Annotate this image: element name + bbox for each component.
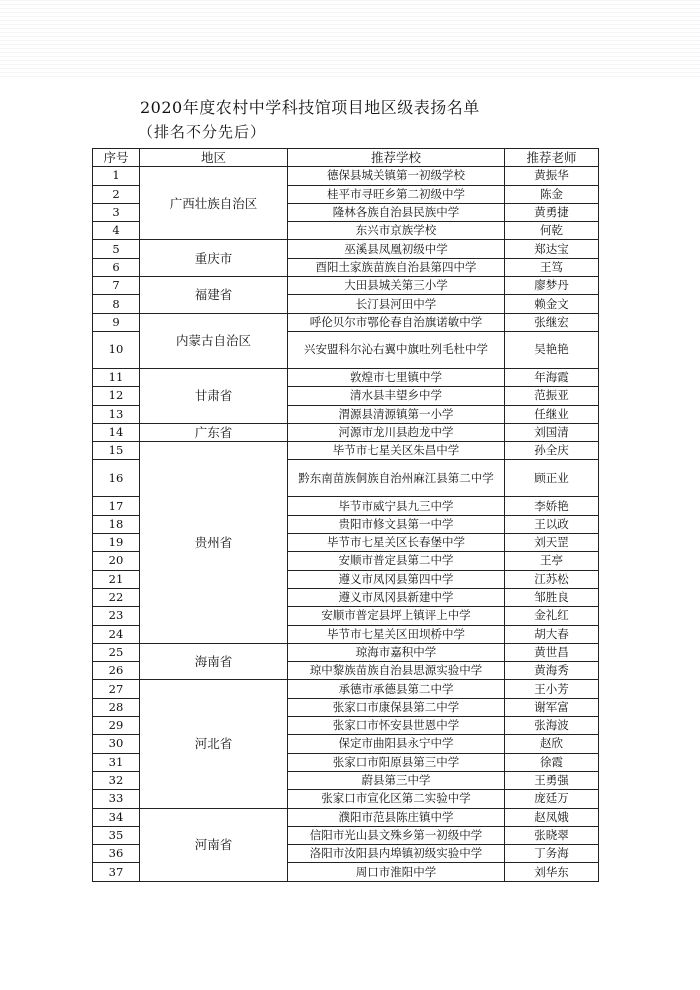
cell-no: 6 <box>93 258 140 276</box>
cell-no: 21 <box>93 570 140 588</box>
cell-no: 36 <box>93 845 140 863</box>
cell-teacher: 陈金 <box>505 185 599 203</box>
cell-no: 7 <box>93 277 140 295</box>
cell-school: 隆林各族自治县民族中学 <box>288 203 505 221</box>
cell-no: 15 <box>93 442 140 460</box>
cell-school: 遵义市凤冈县新建中学 <box>288 588 505 606</box>
cell-teacher: 王笃 <box>505 258 599 276</box>
cell-region: 贵州省 <box>140 442 288 644</box>
cell-school: 洛阳市汝阳县内埠镇初级实验中学 <box>288 845 505 863</box>
cell-no: 14 <box>93 423 140 441</box>
table-row <box>93 240 599 258</box>
cell-school: 遵义市凤冈县第四中学 <box>288 570 505 588</box>
cell-region: 海南省 <box>140 643 288 680</box>
cell-no: 32 <box>93 771 140 789</box>
cell-teacher: 赵凤娥 <box>505 808 599 826</box>
cell-no: 31 <box>93 753 140 771</box>
cell-teacher: 张海波 <box>505 717 599 735</box>
commendation-table <box>92 148 599 882</box>
cell-no: 2 <box>93 185 140 203</box>
cell-school: 毕节市七星关区朱昌中学 <box>288 442 505 460</box>
cell-no: 13 <box>93 405 140 423</box>
cell-school: 濮阳市范县陈庄镇中学 <box>288 808 505 826</box>
cell-school: 渭源县清源镇第一小学 <box>288 405 505 423</box>
document-subtitle: （排名不分先后） <box>138 123 267 141</box>
cell-teacher: 徐霞 <box>505 753 599 771</box>
cell-teacher: 张晓翠 <box>505 826 599 844</box>
cell-teacher: 刘华东 <box>505 863 599 881</box>
cell-region: 甘肃省 <box>140 368 288 423</box>
header-region: 地区 <box>140 149 288 167</box>
cell-teacher: 王亭 <box>505 552 599 570</box>
cell-teacher: 廖梦丹 <box>505 277 599 295</box>
cell-school: 大田县城关第三小学 <box>288 277 505 295</box>
cell-teacher: 王以政 <box>505 515 599 533</box>
cell-no: 24 <box>93 625 140 643</box>
cell-no: 37 <box>93 863 140 881</box>
cell-school: 巫溪县凤凰初级中学 <box>288 240 505 258</box>
cell-no: 29 <box>93 717 140 735</box>
cell-school: 兴安盟科尔沁右翼中旗吐列毛杜中学 <box>288 331 505 368</box>
cell-no: 8 <box>93 295 140 313</box>
scan-artifact <box>0 0 700 80</box>
cell-no: 30 <box>93 735 140 753</box>
cell-school: 长汀县河田中学 <box>288 295 505 313</box>
cell-school: 信阳市光山县文殊乡第一初级中学 <box>288 826 505 844</box>
cell-no: 18 <box>93 515 140 533</box>
header-no: 序号 <box>93 149 140 167</box>
cell-region: 内蒙古自治区 <box>140 313 288 368</box>
cell-no: 23 <box>93 607 140 625</box>
cell-no: 20 <box>93 552 140 570</box>
table-body <box>93 167 599 881</box>
cell-teacher: 顾正业 <box>505 460 599 497</box>
cell-region: 广东省 <box>140 423 288 441</box>
cell-no: 27 <box>93 680 140 698</box>
cell-school: 琼海市嘉积中学 <box>288 643 505 661</box>
cell-school: 蔚县第三中学 <box>288 771 505 789</box>
cell-no: 35 <box>93 826 140 844</box>
table-row <box>93 423 599 441</box>
cell-teacher: 谢军富 <box>505 698 599 716</box>
cell-school: 张家口市宣化区第二实验中学 <box>288 790 505 808</box>
cell-no: 3 <box>93 203 140 221</box>
cell-school: 东兴市京族学校 <box>288 222 505 240</box>
cell-school: 承德市承德县第二中学 <box>288 680 505 698</box>
table-row <box>93 680 599 698</box>
cell-region: 广西壮族自治区 <box>140 167 288 240</box>
cell-teacher: 黄世昌 <box>505 643 599 661</box>
cell-no: 10 <box>93 331 140 368</box>
cell-school: 安顺市普定县第二中学 <box>288 552 505 570</box>
cell-no: 28 <box>93 698 140 716</box>
cell-teacher: 赵欣 <box>505 735 599 753</box>
cell-no: 4 <box>93 222 140 240</box>
cell-teacher: 刘国清 <box>505 423 599 441</box>
cell-teacher: 金礼红 <box>505 607 599 625</box>
cell-teacher: 胡大春 <box>505 625 599 643</box>
cell-school: 敦煌市七里镇中学 <box>288 368 505 386</box>
cell-teacher: 黄海秀 <box>505 662 599 680</box>
header-school: 推荐学校 <box>288 149 505 167</box>
cell-school: 毕节市七星关区长春堡中学 <box>288 534 505 552</box>
cell-no: 26 <box>93 662 140 680</box>
cell-teacher: 邹胜良 <box>505 588 599 606</box>
cell-region: 重庆市 <box>140 240 288 277</box>
cell-teacher: 郑达宝 <box>505 240 599 258</box>
cell-teacher: 赖金文 <box>505 295 599 313</box>
cell-teacher: 何乾 <box>505 222 599 240</box>
cell-teacher: 吴艳艳 <box>505 331 599 368</box>
cell-teacher: 张继宏 <box>505 313 599 331</box>
cell-teacher: 王勇强 <box>505 771 599 789</box>
cell-no: 33 <box>93 790 140 808</box>
cell-region: 河南省 <box>140 808 288 881</box>
cell-school: 周口市淮阳中学 <box>288 863 505 881</box>
cell-teacher: 王小芳 <box>505 680 599 698</box>
cell-teacher: 孙全庆 <box>505 442 599 460</box>
cell-school: 琼中黎族苗族自治县思源实验中学 <box>288 662 505 680</box>
cell-no: 17 <box>93 497 140 515</box>
cell-school: 桂平市寻旺乡第二初级中学 <box>288 185 505 203</box>
cell-teacher: 刘天罡 <box>505 534 599 552</box>
cell-teacher: 年海霞 <box>505 368 599 386</box>
cell-school: 安顺市普定县坪上镇评上中学 <box>288 607 505 625</box>
cell-teacher: 庞廷万 <box>505 790 599 808</box>
cell-school: 酉阳土家族苗族自治县第四中学 <box>288 258 505 276</box>
cell-school: 保定市曲阳县永宁中学 <box>288 735 505 753</box>
cell-no: 5 <box>93 240 140 258</box>
cell-teacher: 黄振华 <box>505 167 599 185</box>
table-row <box>93 643 599 661</box>
cell-no: 11 <box>93 368 140 386</box>
cell-teacher: 李娇艳 <box>505 497 599 515</box>
table-header-row <box>93 149 599 167</box>
cell-no: 12 <box>93 387 140 405</box>
table-row <box>93 368 599 386</box>
cell-no: 34 <box>93 808 140 826</box>
cell-school: 德保县城关镇第一初级学校 <box>288 167 505 185</box>
table-row <box>93 442 599 460</box>
cell-school: 贵阳市修文县第一中学 <box>288 515 505 533</box>
cell-school: 清水县丰望乡中学 <box>288 387 505 405</box>
cell-school: 河源市龙川县赹龙中学 <box>288 423 505 441</box>
table-row <box>93 167 599 185</box>
table-row <box>93 277 599 295</box>
cell-school: 毕节市威宁县九三中学 <box>288 497 505 515</box>
cell-teacher: 江苏松 <box>505 570 599 588</box>
cell-school: 呼伦贝尔市鄂伦春自治旗诺敏中学 <box>288 313 505 331</box>
cell-no: 9 <box>93 313 140 331</box>
cell-teacher: 黄勇捷 <box>505 203 599 221</box>
cell-school: 毕节市七星关区田坝桥中学 <box>288 625 505 643</box>
table-row <box>93 808 599 826</box>
cell-school: 张家口市怀安县世恩中学 <box>288 717 505 735</box>
cell-region: 福建省 <box>140 277 288 314</box>
header-teacher: 推荐老师 <box>505 149 599 167</box>
cell-no: 22 <box>93 588 140 606</box>
document-title: 2020年度农村中学科技馆项目地区级表扬名单 <box>140 98 480 117</box>
cell-no: 1 <box>93 167 140 185</box>
table-row <box>93 313 599 331</box>
cell-teacher: 丁务海 <box>505 845 599 863</box>
cell-no: 16 <box>93 460 140 497</box>
cell-region: 河北省 <box>140 680 288 808</box>
cell-school: 黔东南苗族侗族自治州麻江县第二中学 <box>288 460 505 497</box>
cell-school: 张家口市阳原县第三中学 <box>288 753 505 771</box>
cell-teacher: 任继业 <box>505 405 599 423</box>
cell-no: 19 <box>93 534 140 552</box>
cell-school: 张家口市康保县第二中学 <box>288 698 505 716</box>
cell-teacher: 范振亚 <box>505 387 599 405</box>
cell-no: 25 <box>93 643 140 661</box>
